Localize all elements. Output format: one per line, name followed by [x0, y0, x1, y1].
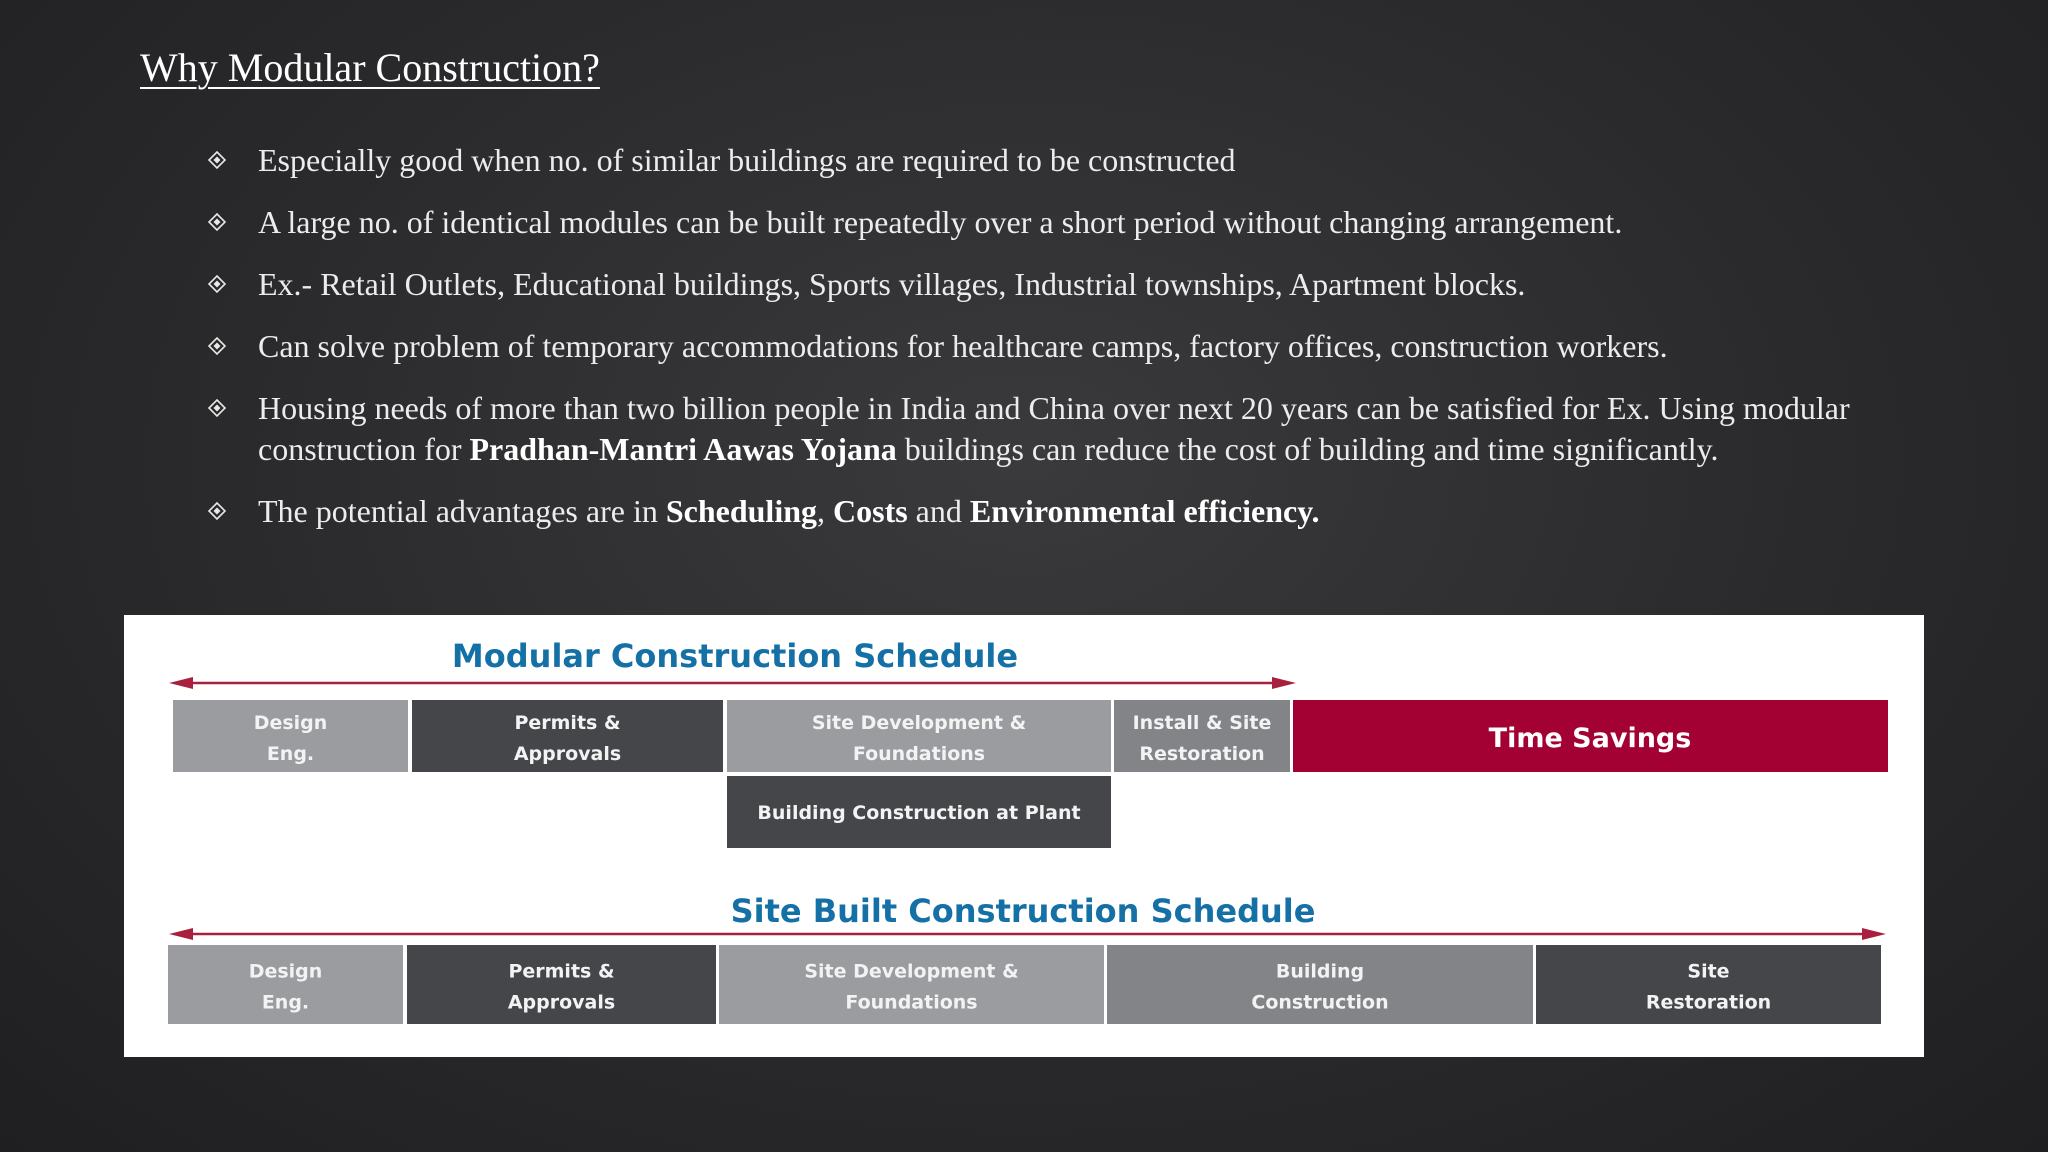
bullet-emphasis: Pradhan-Mantri Aawas Yojana: [469, 431, 897, 467]
bullet-text: Especially good when no. of similar buildings are required to be constructed: [258, 142, 1236, 178]
diamond-bullet-icon: [208, 275, 226, 293]
bullet-text: The potential advantages are in: [258, 493, 666, 529]
schedule-diagram-panel: [124, 615, 1924, 1057]
site-box-site-restoration-label: Site: [1687, 960, 1730, 983]
bullet-item: [200, 326, 1920, 367]
site-box-site-development-label: Site Development &: [804, 960, 1019, 983]
site-built-schedule-arrow-left-head: [169, 928, 193, 940]
modular-box-design-eng-label: Design: [253, 712, 328, 734]
diamond-bullet-icon: [208, 151, 226, 169]
bullet-item: [200, 264, 1920, 305]
bullet-item: [200, 388, 1920, 470]
site-box-design-eng-label: Design: [248, 960, 323, 983]
modular-box-install-restoration-label: Install & Site: [1132, 712, 1272, 734]
bullet-emphasis: Scheduling: [665, 493, 817, 529]
bullet-text: buildings can reduce the cost of building and time significantly.: [896, 431, 1719, 467]
site-built-schedule-arrow-right-head: [1862, 928, 1886, 940]
site-box-permits-label: Permits &: [508, 960, 615, 983]
bullet-emphasis: Environmental efficiency.: [969, 493, 1320, 529]
modular-box-permits-label: Permits &: [514, 712, 621, 734]
bullet-emphasis: Costs: [833, 493, 908, 529]
time-savings-label: Time Savings: [1488, 723, 1692, 754]
site-box-design-eng-label: Eng.: [261, 991, 310, 1014]
site-box-building-construction-label: Building: [1275, 960, 1365, 983]
bullet-item: [200, 202, 1920, 243]
bullet-text: ,: [817, 493, 833, 529]
site-box-site-restoration-label: Restoration: [1645, 991, 1772, 1014]
bullet-item: [200, 491, 1920, 532]
modular-box-site-development-label: Site Development &: [811, 712, 1027, 734]
bullet-text: Ex.- Retail Outlets, Educational buildings, Sports villages, Industrial townships, Apartment blocks.: [258, 266, 1526, 302]
modular-schedule-arrow-right-head: [1272, 677, 1296, 689]
modular-schedule-title: Modular Construction Schedule: [451, 637, 1019, 675]
diamond-bullet-icon: [208, 213, 226, 231]
bullet-list: [200, 140, 1920, 553]
site-box-building-construction-label: Construction: [1251, 991, 1389, 1014]
bullet-text: and: [907, 493, 970, 529]
site-built-schedule-title: Site Built Construction Schedule: [730, 892, 1316, 930]
bullet-text: Can solve problem of temporary accommodations for healthcare camps, factory offices, construction workers.: [258, 328, 1668, 364]
diamond-bullet-icon: [208, 337, 226, 355]
modular-box-site-development-label: Foundations: [852, 743, 986, 765]
modular-schedule-arrow-left-head: [169, 677, 193, 689]
slide-title: Why Modular Construction?: [140, 45, 600, 90]
site-box-site-development-label: Foundations: [845, 991, 978, 1014]
schedule-diagram: [124, 615, 1924, 1057]
modular-box-design-eng-label: Eng.: [266, 743, 315, 765]
modular-box-install-restoration-label: Restoration: [1139, 743, 1265, 765]
diamond-bullet-icon: [208, 399, 226, 417]
modular-box-permits-label: Approvals: [513, 743, 622, 765]
diamond-bullet-icon: [208, 502, 226, 520]
bullet-item: [200, 140, 1920, 181]
bullet-text: Housing needs of more than two billion people in India and China over next 20 years can be satisfied for Ex. Using modular construction for: [258, 390, 1850, 467]
site-box-permits-label: Approvals: [507, 991, 616, 1014]
bullet-text: A large no. of identical modules can be built repeatedly over a short period without changing arrangement.: [258, 204, 1623, 240]
modular-box-plant-construction-label: Building Construction at Plant: [757, 802, 1081, 824]
